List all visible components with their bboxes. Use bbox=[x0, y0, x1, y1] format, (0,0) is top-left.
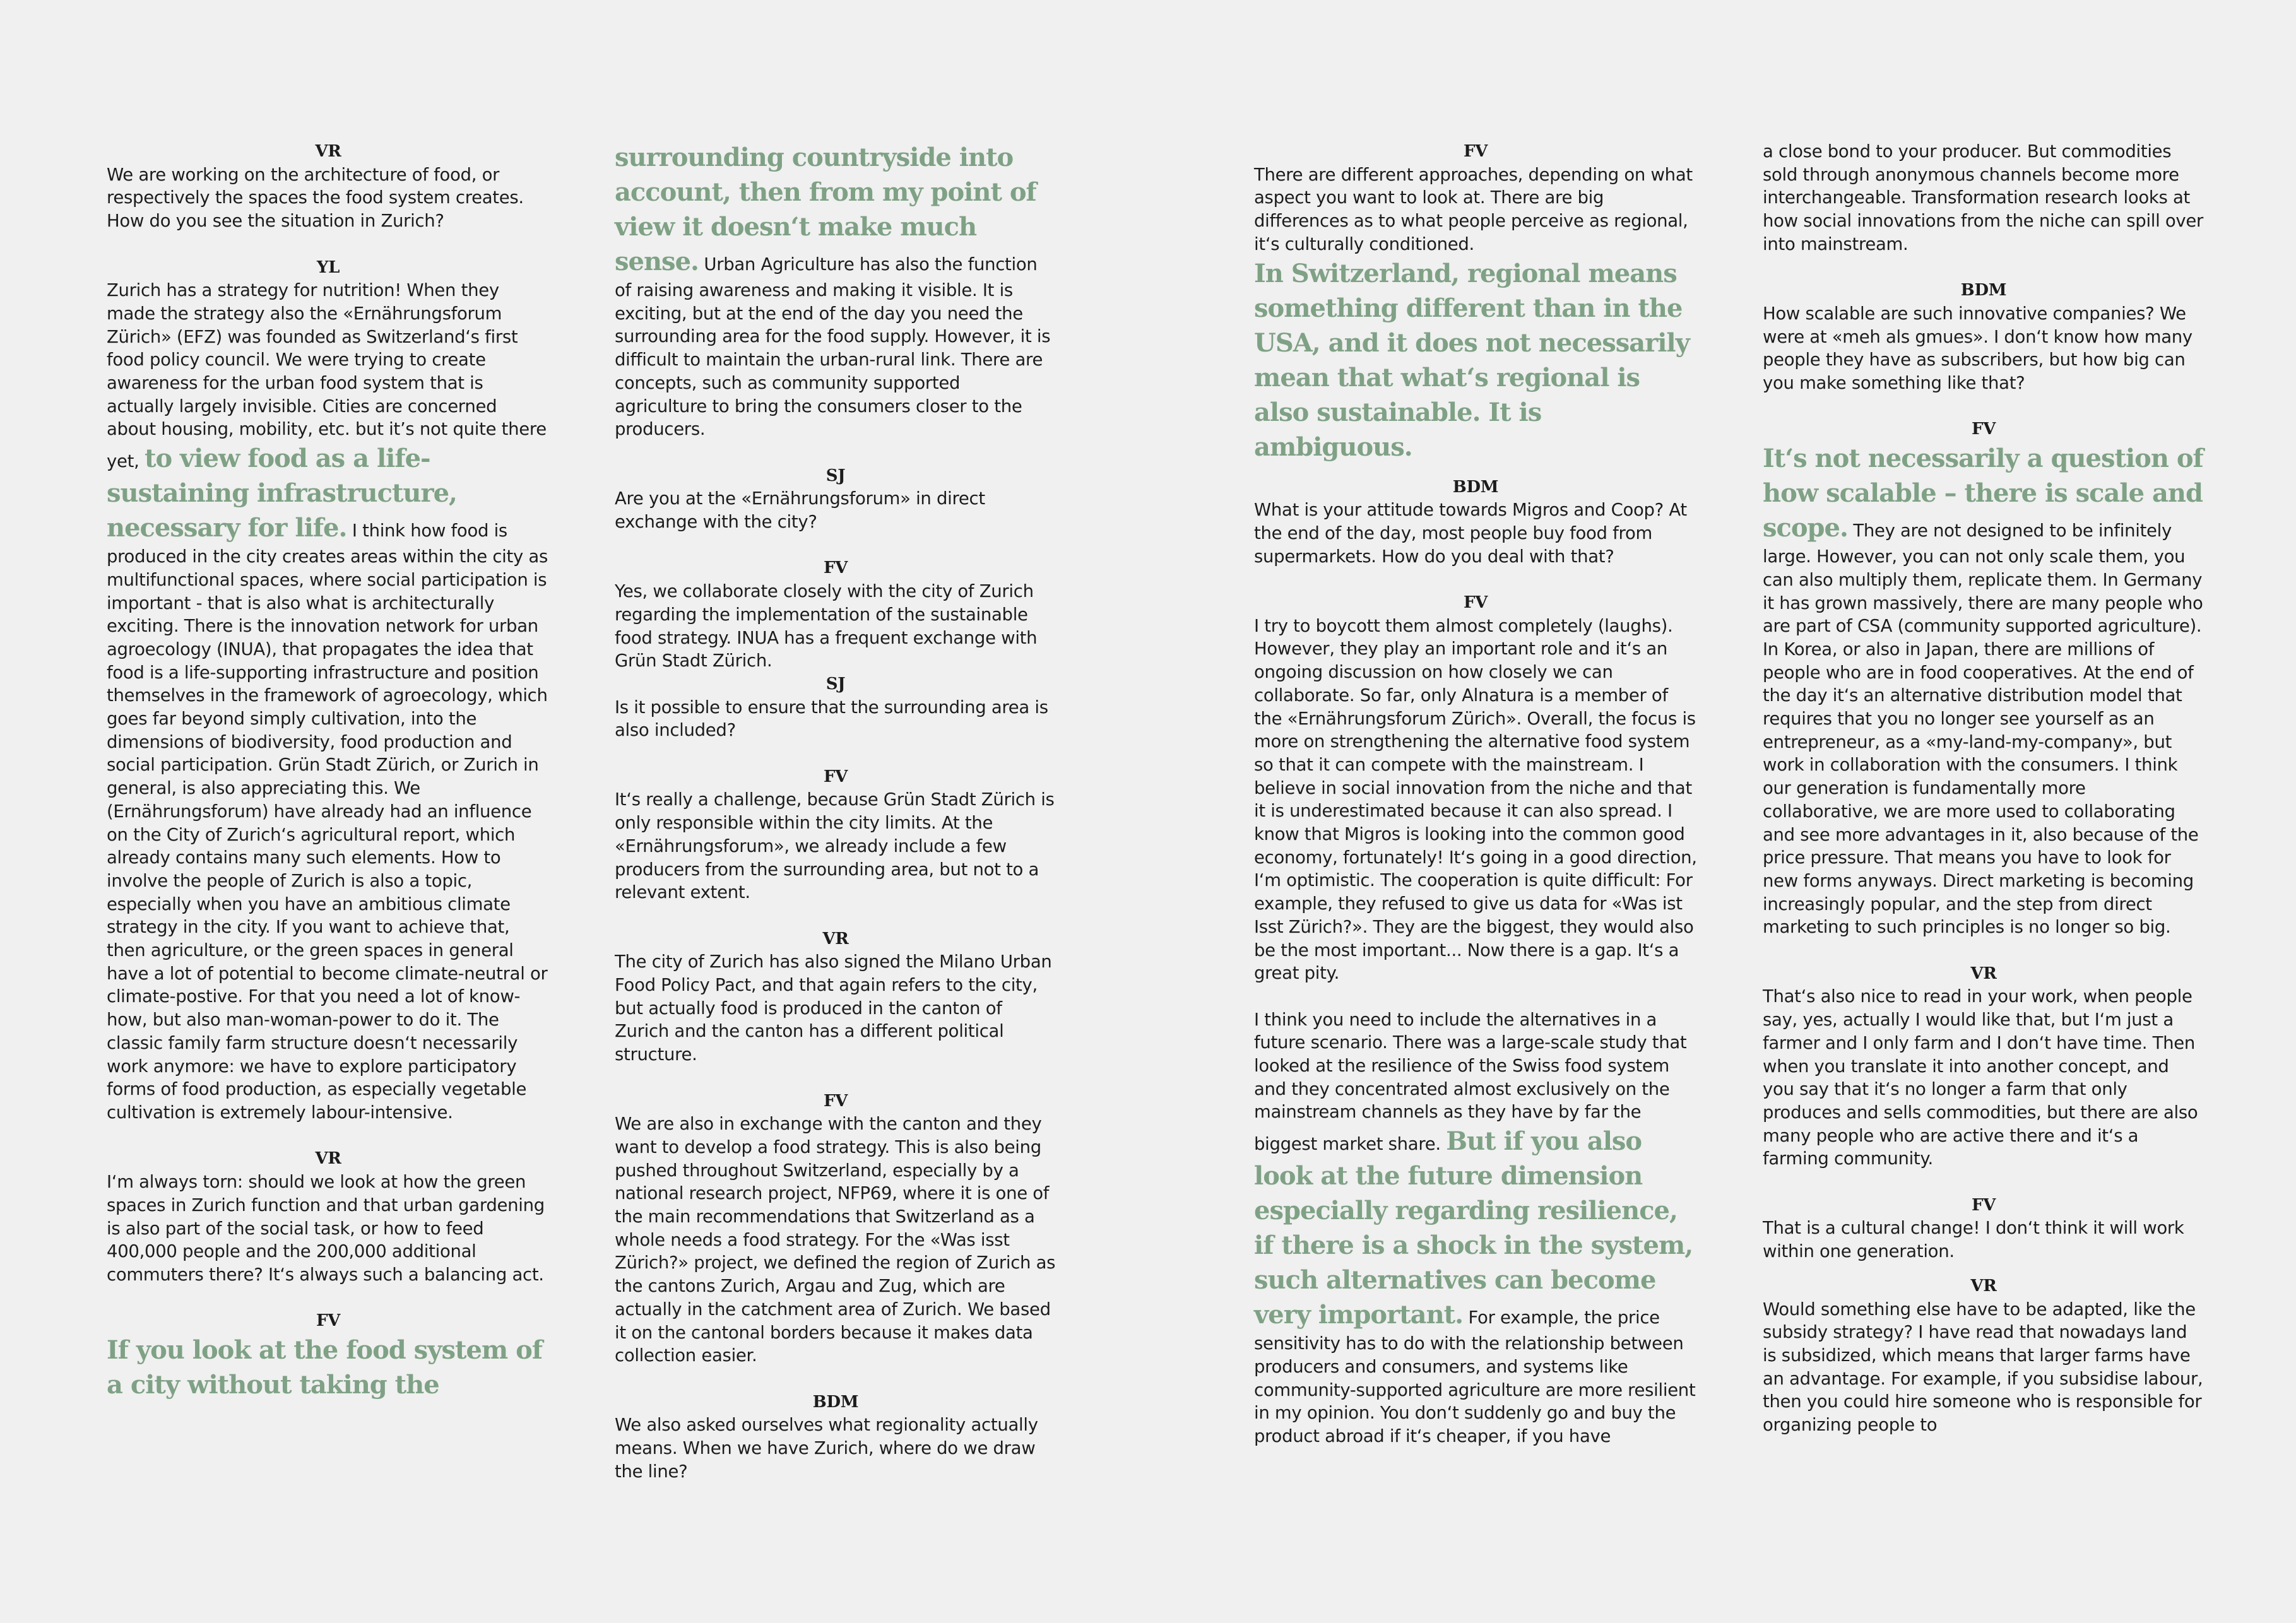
paragraph-text: They are not designed to be infinitely large. However, you can not only scale them, you can also multiply them, replicate them. In Germany it has grown massively, there are many people who are part of CSA (community supported agriculture). In Korea, or also in Japan, there are millions of people who are in food cooperatives. At the end of the day it‘s an alternative distribution model that requires that you no longer see yourself as an entrepreneur, as a «my-land-my-company», but work in collaboration with the consumers. I think our generation is fundamentally more collaborative, we are more used to collaborating and see more advantages in it, also because of the price pressure. That means you have to look for new forms anyways. Direct marketing is becoming increasingly popular, and the step from direct marketing to such principles is no longer so big. bbox=[1763, 521, 2203, 938]
paragraph-text: What is your attitude towards Migros and Coop? At the end of the day, most people buy food from supermarkets. How do you deal with that? bbox=[1254, 500, 1687, 567]
paragraph-text: We are also in exchange with the canton and they want to develop a food strategy. This is also being pushed throughout Switzerland, especially by a national research project, NFP69, where it is one of the main recommendations that Switzerland as a whole needs a food strategy. For the «Was isst Zürich?» project, we defined the region of Zurich as the cantons Zurich, Argau and Zug, which are actually in the catchment area of Zurich. We based it on the cantonal borders because it makes data collection easier. bbox=[615, 1114, 1056, 1366]
text-column-1 bbox=[107, 140, 550, 1402]
speaker-initials: BDM bbox=[1452, 477, 1499, 497]
paragraph-text: There are different approaches, depending on what aspect you want to look at. There are big differences as to what people perceive as regional, it‘s culturally conditioned. bbox=[1254, 164, 1693, 254]
speaker-initials: BDM bbox=[812, 1392, 859, 1412]
interview-paragraph bbox=[1763, 1298, 2204, 1437]
spacer bbox=[1763, 1263, 2204, 1275]
speaker-initials: SJ bbox=[825, 466, 846, 485]
paragraph-text: We also asked ourselves what regionality actually means. When we have Zurich, where do we draw the line? bbox=[615, 1415, 1038, 1482]
paragraph-text: Yes, we collaborate closely with the city of Zurich regarding the implementation of the sustainable food strategy. INUA has a frequent exchange with Grün Stadt Zürich. bbox=[615, 581, 1038, 671]
speaker-initials: VR bbox=[315, 142, 341, 161]
spacer bbox=[615, 1367, 1056, 1391]
paragraph-text: Is it possible to ensure that the surrounding area is also included? bbox=[615, 697, 1048, 741]
paragraph-text: I think how food is produced in the city creates areas within the city as multifunctional spaces, where social participation is important - that is also what is architecturally exciting. There is the innovation network for urban agroecology (INUA), that propagates the idea that food is a life-supporting infrastructure and position themselves in the framework of agroecology, which goes far beyond simply cultivation, into the dimensions of biodiversity, food production and social participation. Grün Stadt Zürich, or Zurich in general, is also appreciating this. We (Ernährungsforum) have already had an influence on the City of Zurich‘s agricultural report, which already contains many such elements. How to involve the people of Zurich is also a topic, especially when you have an ambitious climate strategy in the city. If you want to achieve that, then agriculture, or the green spaces in general have a lot of potential to become climate-neutral or climate-postive. For that you need a lot of know-how, but also man-woman-power to do it. The classic family farm structure doesn‘t necessarily work anymore: we have to explore participatory forms of food production, as especially vegetable cultivation is extremely labour-intensive. bbox=[107, 521, 548, 1123]
paragraph-text: How scalable are such innovative companies? We were at «meh als gmues». I don‘t know how many people they have as subscribers, but how big can you make something like that? bbox=[1763, 303, 2192, 394]
interview-paragraph bbox=[1254, 615, 1697, 985]
spacer bbox=[107, 1287, 550, 1310]
text-column-4 bbox=[1763, 140, 2204, 1437]
pull-quote: But if you also look at the future dimension especially regarding resilience, if there is a shock in the system, such alternatives can become very important. bbox=[1254, 1126, 1693, 1330]
pull-quote: to view food as a life-sustaining infrastructure, necessary for life. bbox=[107, 444, 457, 543]
spacer bbox=[615, 1066, 1056, 1090]
speaker-initials: FV bbox=[1971, 420, 1996, 439]
interview-paragraph bbox=[107, 279, 550, 1124]
speaker-initials: FV bbox=[1463, 593, 1488, 613]
speaker-initials: FV bbox=[823, 558, 848, 578]
paragraph-text: I try to boycott them almost completely (laughs). However, they play an important role and it‘s an ongoing discussion on how closely we can collaborate. So far, only Alnatura is a member of the «Ernährungsforum Zürich». Overall, the focus is more on strengthening the alternative food system so that it can compete with the mainstream. I believe in social innovation from the niche and that it is underestimated because it can also spread. I know that Migros is looking into the common good economy, fortunately! It‘s going in a good direction, I‘m optimistic. The cooperation is quite difficult: For example, they refused to give us data for «Was ist Isst Zürich?». They are the biggest, they would also be the most important... Now there is a gap. It‘s a great pity. bbox=[1254, 615, 1697, 984]
paragraph-text: Would something else have to be adapted, like the subsidy strategy? I have read that nowadays land is subsidized, which means that larger farms have an advantage. For example, if you subsidise labour, then you could hire someone who is responsible for organizing people to bbox=[1763, 1299, 2203, 1436]
speaker-initials: FV bbox=[823, 1091, 848, 1111]
text-column-3 bbox=[1254, 140, 1697, 1448]
interview-paragraph bbox=[615, 950, 1056, 1066]
paragraph-text: We are working on the architecture of food, or respectively the spaces the food system creates. How do you see the situation in Zurich? bbox=[107, 164, 524, 232]
pull-quote: In Switzerland, regional means something different than in the USA, and it does not necessarily mean that what‘s regional is also sustainable. It is ambiguous. bbox=[1254, 258, 1689, 462]
paragraph-text: I‘m always torn: should we look at how the green spaces in Zurich function and that urban gardening is also part of the social task, or how to feed 400,000 people and the 200,000 additional commuters there? It‘s always such a balancing act. bbox=[107, 1172, 545, 1285]
text-column-2 bbox=[615, 140, 1056, 1483]
spacer bbox=[615, 742, 1056, 765]
interview-paragraph bbox=[615, 788, 1056, 904]
interview-paragraph bbox=[1763, 140, 2204, 256]
paragraph-text: That‘s also nice to read in your work, when people say, yes, actually I would like that, but I‘m just a farmer and I only farm and I don‘t have time. Then when you translate it into another concept, and you say that it‘s no longer a farm that only produces and sells commodities, but there are also many people who are active there and it‘s a farming community. bbox=[1763, 986, 2198, 1169]
interview-paragraph bbox=[615, 140, 1056, 441]
speaker-initials: VR bbox=[315, 1149, 341, 1169]
paragraph-text: For example, the price sensitivity has to do with the relationship between producers and consumers, and systems like community-supported agriculture are more resilient in my opinion. You don‘t suddenly go and buy the product abroad if it‘s cheaper, if you have bbox=[1254, 1307, 1696, 1446]
interview-paragraph bbox=[1763, 985, 2204, 1171]
speaker-initials: BDM bbox=[1960, 281, 2007, 300]
spacer bbox=[107, 1124, 550, 1148]
spacer bbox=[1763, 256, 2204, 280]
interview-paragraph bbox=[615, 696, 1056, 742]
speaker-initials: VR bbox=[1970, 964, 1997, 983]
speaker-initials: YL bbox=[316, 257, 340, 277]
spacer bbox=[107, 233, 550, 256]
interview-paragraph bbox=[615, 1112, 1056, 1367]
pull-quote: If you look at the food system of a city without taking the bbox=[107, 1335, 543, 1400]
interview-paragraph bbox=[107, 1333, 550, 1402]
interview-paragraph bbox=[615, 1413, 1056, 1483]
paragraph-text: Are you at the «Ernährungsforum» in direct exchange with the city? bbox=[615, 488, 985, 533]
paragraph-text: Zurich has a strategy for nutrition! When they made the strategy also the «Ernährungsforum Zürich» (EFZ) was founded as Switzerland‘s first food policy council. We were trying to create awareness for the urban food system that is actually largely invisible. Cities are concerned about housing, mobility, etc. but it’s not quite there yet, bbox=[107, 280, 547, 472]
spacer bbox=[1763, 939, 2204, 962]
paragraph-text: It‘s really a challenge, because Grün Stadt Zürich is only responsible within the city limits. At the «Ernährungsforum», we already include a few producers from the surrounding area, but not to a relevant extent. bbox=[615, 789, 1055, 903]
speaker-initials: FV bbox=[1971, 1195, 1996, 1215]
speaker-initials: VR bbox=[822, 929, 849, 948]
spacer bbox=[1254, 568, 1697, 591]
interview-paragraph bbox=[1254, 163, 1697, 256]
paragraph-text: The city of Zurich has also signed the Milano Urban Food Policy Pact, and that again refers to the city, but actually food is produced in the canton of Zurich and the canton has a different political structure. bbox=[615, 952, 1052, 1065]
paragraph-text: Urban Agriculture has also the function of raising awareness and making it visible. It is exciting, but at the end of the day you need the surrounding area for the food supply. However, it is difficult to maintain the urban-rural link. There are concepts, such as community supported agriculture to bring the consumers closer to the producers. bbox=[615, 254, 1051, 440]
spacer bbox=[1763, 395, 2204, 418]
spacer bbox=[615, 534, 1056, 557]
interview-paragraph bbox=[1254, 1008, 1697, 1448]
pull-quote: surrounding countryside into account, then from my point of view it doesn‘t make much sense. bbox=[615, 143, 1036, 276]
interview-paragraph bbox=[1254, 256, 1697, 464]
speaker-initials: FV bbox=[823, 767, 848, 786]
spacer bbox=[615, 441, 1056, 464]
interview-paragraph bbox=[107, 1171, 550, 1287]
speaker-initials: FV bbox=[316, 1311, 341, 1331]
spacer bbox=[1254, 464, 1697, 476]
interview-paragraph bbox=[1763, 1217, 2204, 1263]
pull-quote: It‘s not necessarily a question of how scalable – there is scale and scope. bbox=[1763, 444, 2203, 543]
speaker-initials: SJ bbox=[825, 674, 846, 693]
interview-paragraph bbox=[1763, 441, 2204, 939]
speaker-initials: FV bbox=[1463, 142, 1488, 161]
speaker-initials: VR bbox=[1970, 1276, 1997, 1295]
spacer bbox=[1254, 985, 1697, 1008]
paragraph-text: I think you need to include the alternatives in a future scenario. There was a large-scale study that looked at the resilience of the Swiss food system and they concentrated almost exclusively on the mainstream channels as they have by far the biggest market share. bbox=[1254, 1009, 1687, 1155]
interview-paragraph bbox=[615, 580, 1056, 673]
interview-paragraph bbox=[1254, 499, 1697, 568]
paragraph-text: a close bond to your producer. But commodities sold through anonymous channels become more interchangeable. Transformation research looks at how social innovations from the niche can spill over into mainstream. bbox=[1763, 141, 2204, 254]
interview-paragraph bbox=[615, 487, 1056, 533]
spacer bbox=[615, 904, 1056, 928]
interview-paragraph bbox=[107, 163, 550, 233]
spacer bbox=[1763, 1171, 2204, 1194]
paragraph-text: That is a cultural change! I don‘t think it will work within one generation. bbox=[1763, 1218, 2184, 1262]
interview-paragraph bbox=[1763, 302, 2204, 395]
